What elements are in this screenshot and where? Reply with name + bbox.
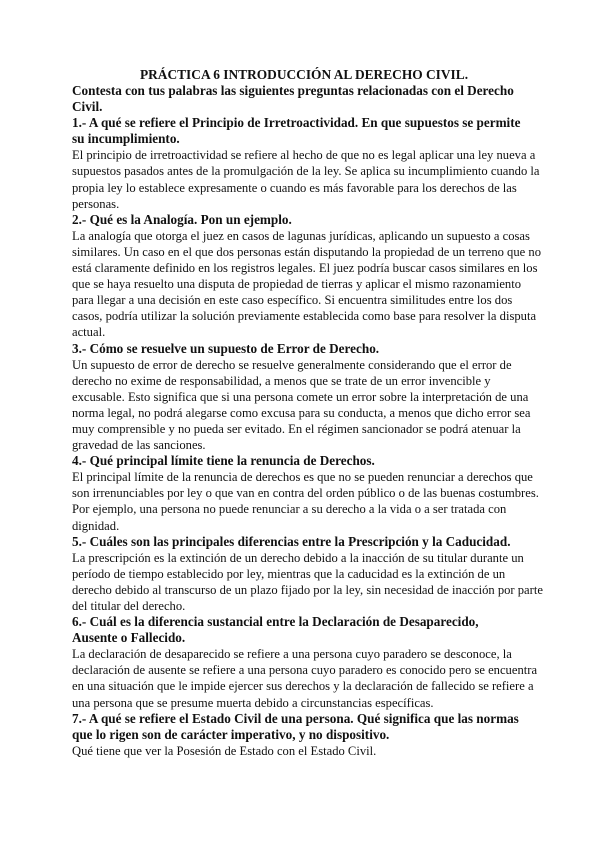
text-line: período de tiempo establecido por ley, mientras que la caducidad es la extinción de un — [72, 566, 506, 581]
text-line: del titular del derecho. — [72, 599, 186, 613]
text-line: 5.- Cuáles son las principales diferencias entre la Prescripción y la Caducidad. — [72, 533, 511, 549]
text-line: Por ejemplo, una persona no puede renunciar a su derecho a la vida o a ser tratada con — [72, 502, 507, 517]
text-line: 6.- Cuál es la diferencia sustancial entre la Declaración de Desaparecido, — [72, 614, 479, 630]
answer-paragraph — [72, 147, 542, 211]
document-page — [72, 66, 542, 759]
text-line: 3.- Cómo se resuelve un supuesto de Error de Derecho. — [72, 340, 380, 356]
answer-paragraph — [72, 469, 542, 533]
answer-paragraph — [72, 550, 542, 614]
answer-paragraph — [72, 646, 542, 710]
text-line: derecho no exime de responsabilidad, a menos que se trate de un error invencible y — [72, 373, 491, 388]
question-heading — [72, 341, 542, 357]
question-heading — [72, 212, 542, 228]
document-title: PRÁCTICA 6 INTRODUCCIÓN AL DERECHO CIVIL. — [139, 67, 469, 82]
question-heading — [72, 614, 542, 646]
text-line: Contesta con tus palabras las siguientes preguntas relacionadas con el Derecho — [72, 83, 514, 98]
text-line: Ausente o Fallecido. — [72, 630, 186, 646]
answer-paragraph — [72, 357, 542, 454]
question-heading — [72, 83, 542, 115]
text-line: 7.- A qué se refiere el Estado Civil de una persona. Qué significa que las normas — [72, 710, 519, 726]
text-line: declaración de ausente se refiere a una persona cuyo paradero es conocido pero se encuentra — [72, 663, 538, 678]
text-line: norma legal, no podrá alegarse como excusa para su conducta, a menos que dicho error sea — [72, 405, 531, 420]
text-line: actual. — [72, 325, 106, 340]
answer-paragraph — [72, 743, 542, 759]
document-body — [72, 83, 542, 759]
text-line: El principal límite de la renuncia de derechos es que no se pueden renunciar a derechos que — [72, 470, 533, 485]
text-line: su incumplimiento. — [72, 131, 180, 147]
text-line: similares. Un caso en el que dos personas están disputando la propiedad de un terreno que no — [72, 244, 541, 259]
text-line: gravedad de las sanciones. — [72, 438, 206, 453]
question-heading — [72, 711, 542, 743]
text-line: derecho debido al transcurso de un plazo fijado por la ley, sin necesidad de inacción por parte — [72, 582, 543, 597]
question-heading — [72, 115, 542, 147]
text-line: dignidad. — [72, 518, 120, 533]
text-line: Civil. — [72, 99, 103, 115]
text-line: Qué tiene que ver la Posesión de Estado con el Estado Civil. — [72, 743, 377, 758]
text-line: está claramente definido en los registros legales. El juez podría buscar casos similares en los — [72, 261, 538, 276]
text-line: 2.- Qué es la Analogía. Pon un ejemplo. — [72, 211, 292, 227]
text-line: que se haya resuelto una disputa de propiedad de tierras y aplicar el mismo razonamiento — [72, 277, 522, 292]
question-heading — [72, 534, 542, 550]
answer-paragraph — [72, 228, 542, 341]
text-line: 4.- Qué principal límite tiene la renuncia de Derechos. — [72, 453, 375, 469]
text-line: excusable. Esto significa que si una persona comete un error sobre la interpretación de una — [72, 389, 529, 404]
text-line: personas. — [72, 196, 120, 211]
question-heading — [72, 453, 542, 469]
text-line: El principio de irretroactividad se refiere al hecho de que no es legal aplicar una ley nueva a — [72, 148, 536, 163]
text-line: La prescripción es la extinción de un derecho debido a la inacción de su titular durante un — [72, 550, 524, 565]
text-line: La declaración de desaparecido se refiere a una persona cuyo paradero se desconoce, la — [72, 647, 512, 662]
text-line: propia ley lo establece expresamente o cuando es más favorable para los derechos de las — [72, 180, 517, 195]
text-line: muy comprensible y no pueda ser evitado. En el régimen sancionador se podrá atenuar la — [72, 421, 521, 436]
text-line: 1.- A qué se refiere el Principio de Irretroactividad. En que supuestos se permite — [72, 115, 521, 131]
text-line: casos, podría utilizar la solución previamente establecida como base para resolver la disputa — [72, 309, 537, 324]
text-line: en una situación que le impide ejercer sus derechos y la declaración de fallecido se refiere a — [72, 679, 534, 694]
text-line: para llegar a una decisión en este caso específico. Si encuentra similitudes entre los dos — [72, 293, 513, 308]
text-line: La analogía que otorga el juez en casos de lagunas jurídicas, aplicando un supuesto a cosas — [72, 228, 530, 243]
text-line: supuestos pasados antes de la promulgación de la ley. Se aplica su incumplimiento cuando la — [72, 164, 540, 179]
text-line: Un supuesto de error de derecho se resuelve generalmente considerando que el error de — [72, 357, 512, 372]
text-line: son irrenunciables por ley o que van en contra del orden público o de las buenas costumbres. — [72, 486, 539, 501]
text-line: una persona que se presume muerta debido a circunstancias específicas. — [72, 695, 434, 710]
text-line: que lo rigen son de carácter imperativo, y no dispositivo. — [72, 726, 390, 742]
